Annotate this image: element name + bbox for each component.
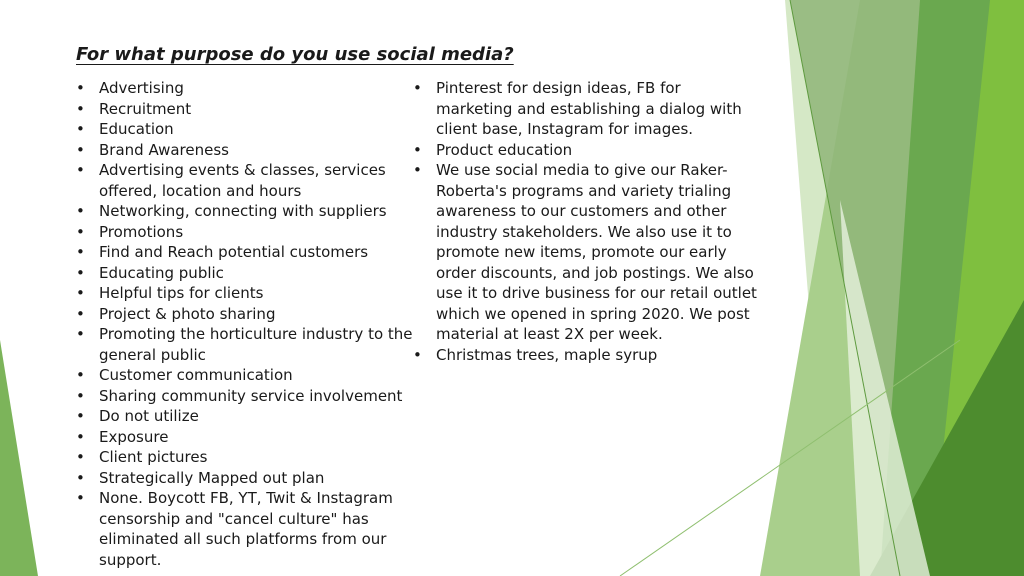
list-item: • Promotions: [76, 222, 416, 243]
left-green-wedge: [0, 340, 38, 576]
list-item: • Do not utilize: [76, 406, 416, 427]
right-response-list: [413, 78, 758, 365]
list-item: • Educating public: [76, 263, 416, 284]
left-response-list: [76, 78, 416, 570]
list-item: • Advertising: [76, 78, 416, 99]
list-item: • Christmas trees, maple syrup: [413, 345, 758, 366]
list-item: • Customer communication: [76, 365, 416, 386]
list-item: • Strategically Mapped out plan: [76, 468, 416, 489]
slide-title: For what purpose do you use social media?: [76, 44, 514, 65]
list-item: • We use social media to give our Raker-Roberta's programs and variety trialing awareness to our customers and other industry stakeholders. We also use it to promote new items, promote our early order discounts, and job postings. We also use it to drive business for our retail outlet which we opened in spring 2020. We post material at least 2X per week.: [413, 160, 758, 345]
list-item: • None. Boycott FB, YT, Twit & Instagram censorship and "cancel culture" has eliminated all such platforms from our support.: [76, 488, 416, 570]
list-item: • Client pictures: [76, 447, 416, 468]
list-item: • Promoting the horticulture industry to the general public: [76, 324, 416, 365]
list-item: • Recruitment: [76, 99, 416, 120]
list-item: • Pinterest for design ideas, FB for marketing and establishing a dialog with client base, Instagram for images.: [413, 78, 758, 140]
list-item: • Education: [76, 119, 416, 140]
list-item: • Helpful tips for clients: [76, 283, 416, 304]
list-item: • Brand Awareness: [76, 140, 416, 161]
list-item: • Exposure: [76, 427, 416, 448]
list-item: • Advertising events & classes, services offered, location and hours: [76, 160, 416, 201]
list-item: • Find and Reach potential customers: [76, 242, 416, 263]
list-item: • Product education: [413, 140, 758, 161]
list-item: • Project & photo sharing: [76, 304, 416, 325]
list-item: • Sharing community service involvement: [76, 386, 416, 407]
list-item: • Networking, connecting with suppliers: [76, 201, 416, 222]
